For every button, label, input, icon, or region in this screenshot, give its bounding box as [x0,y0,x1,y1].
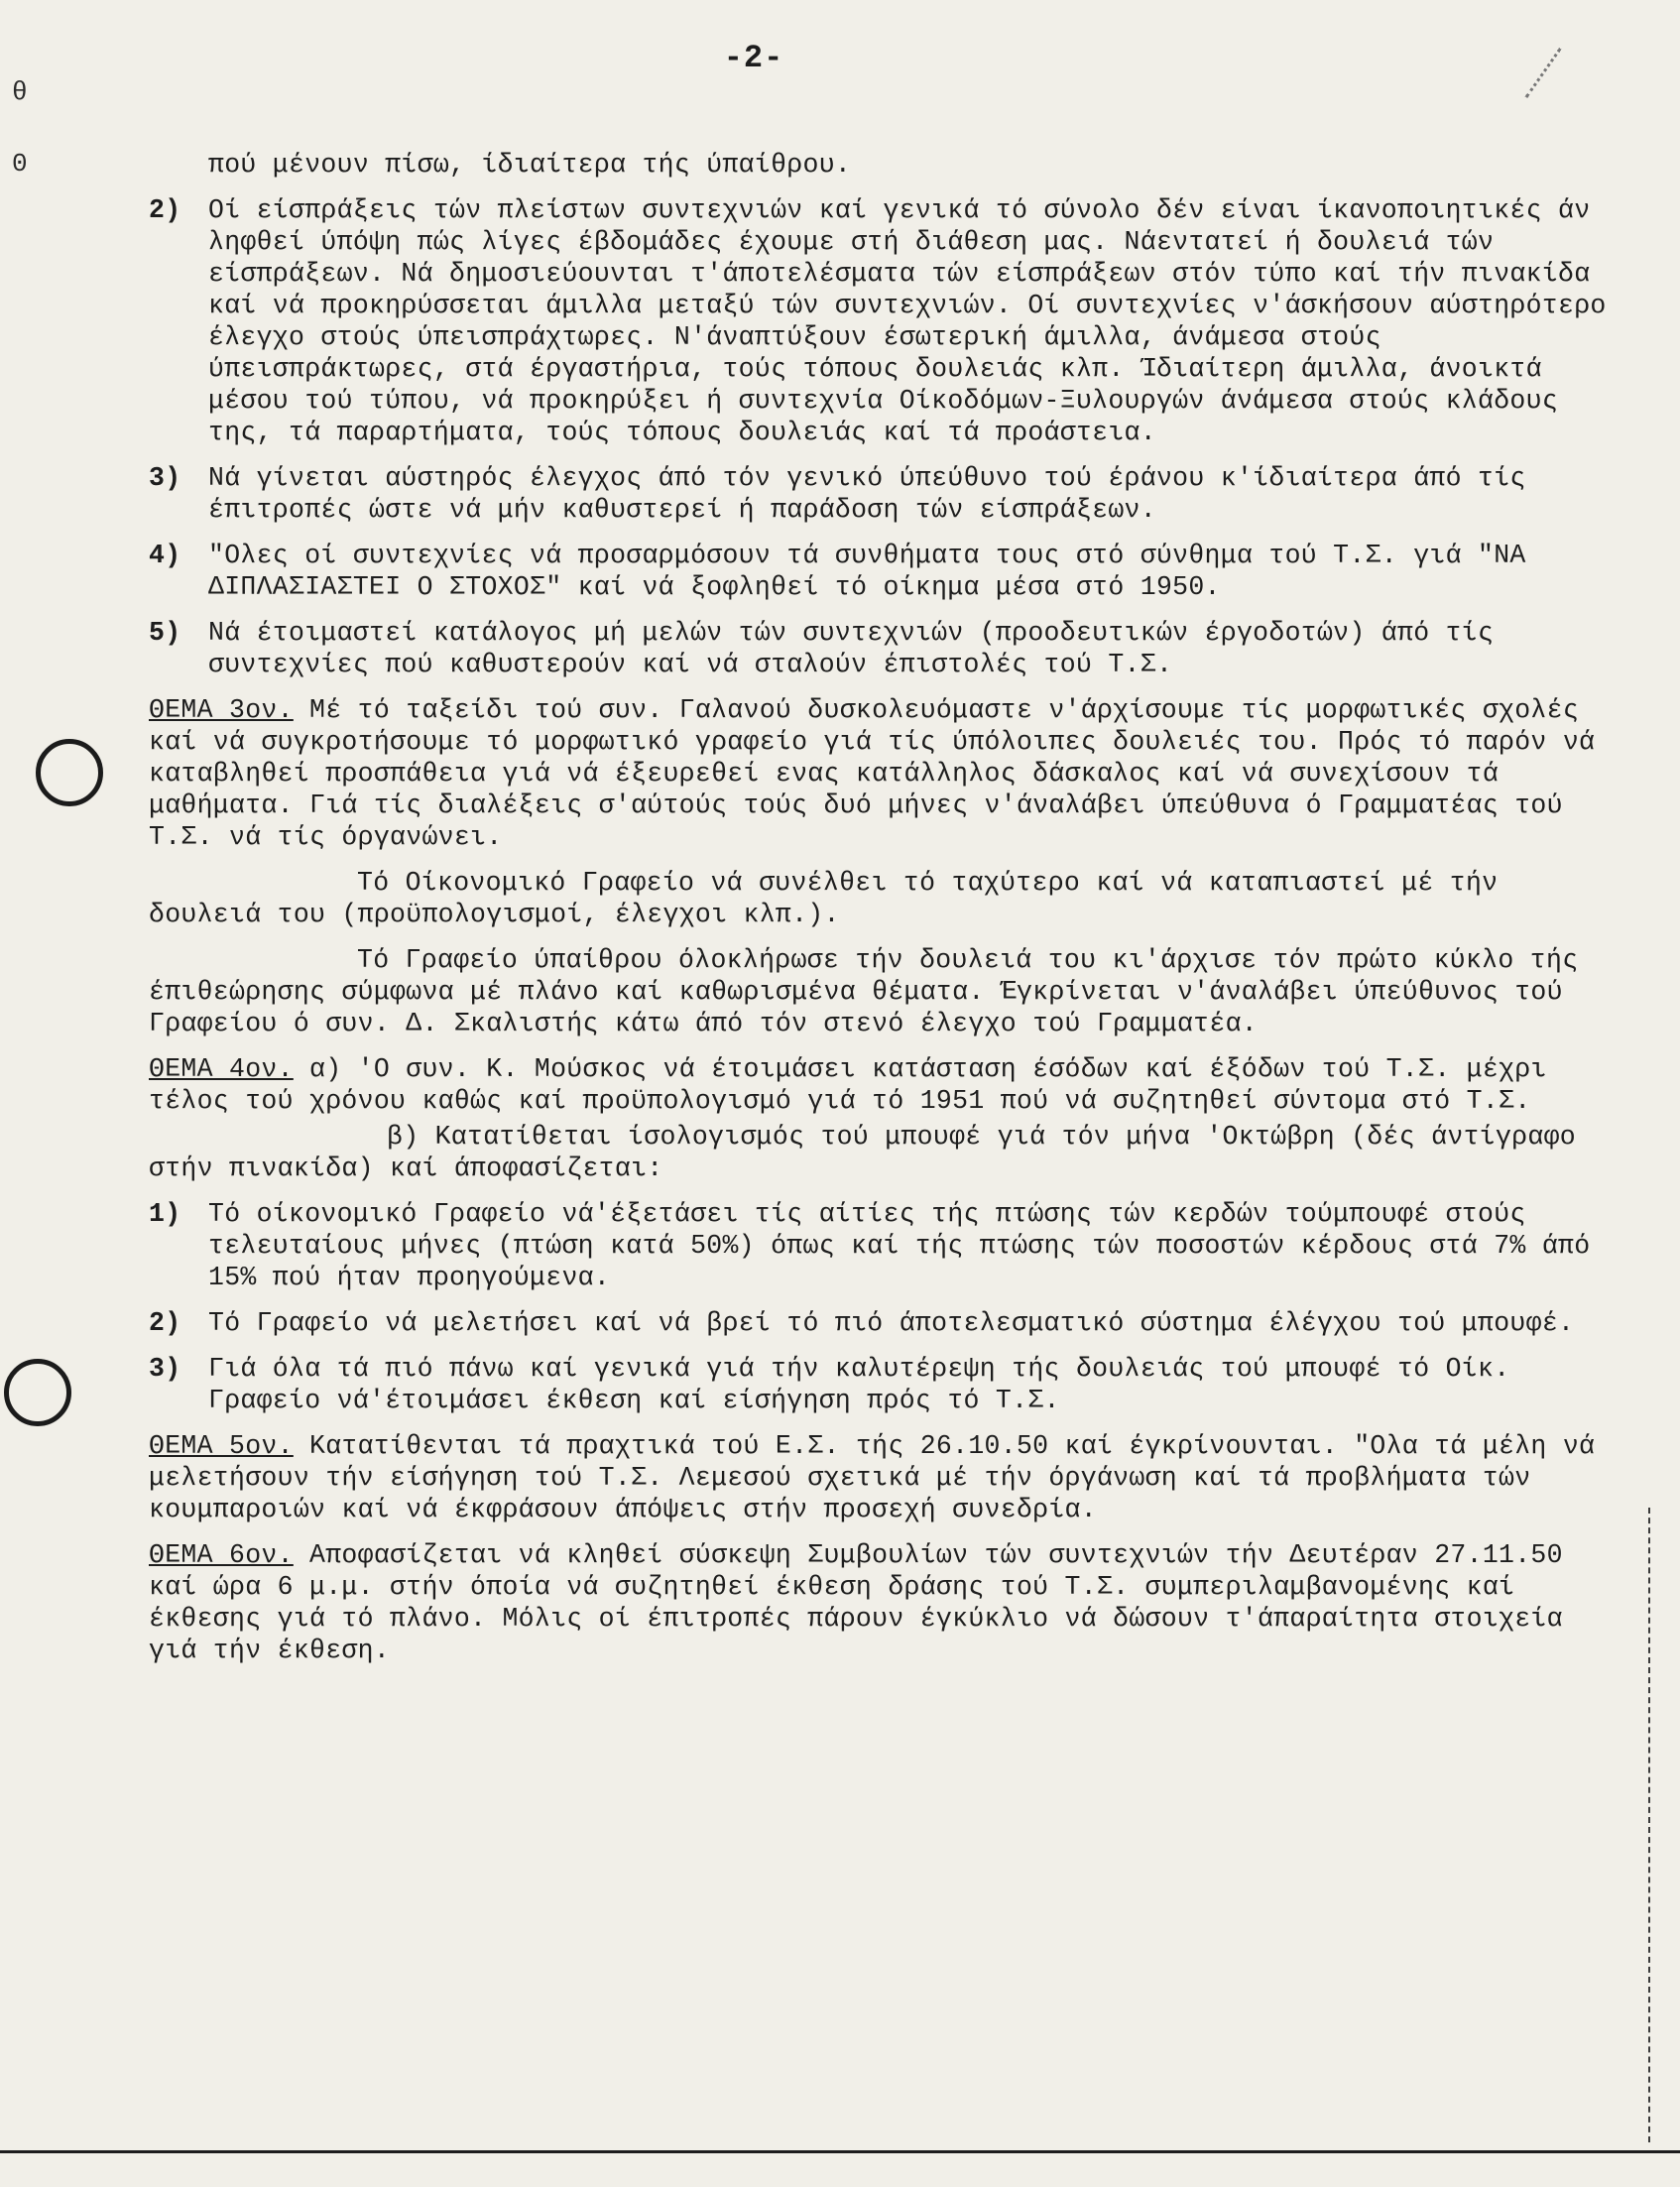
thema-5-label: ΘΕΜΑ 5ον. [149,1431,294,1461]
list-item [149,1307,1607,1339]
item-text: Νά έτοιμαστεί κατάλογος μή μελών τών συντεχνιών (προοδευτικών έργοδοτών) άπό τίς συντεχνίες πού καθυστερούν καί νά σταλούν έπιστολές τού Τ.Σ. [208,618,1495,679]
item-number: 2) [149,195,181,225]
punch-hole-icon [4,1359,71,1426]
list-item [149,540,1607,603]
thema-3-economic-office: Τό Οίκονομικό Γραφείο νά συνέλθει τό ταχύτερο καί νά καταπιαστεί μέ τήν δουλειά του (προϋπολογισμοί, έλεγχοι κλπ.). [149,868,1514,929]
thema-5-text: Κατατίθενται τά πραχτικά τού Ε.Σ. τής 26.10.50 καί έγκρίνουνται. "Ολα τά μέλη νά μελετήσουν τήν είσήγηση τού Τ.Σ. Λεμεσού σχετικά μέ τήν όργάνωση καί τά προβλήματα τών κουμπαροιών καί νά έκφράσουν άπόψεις στήν προσεχή συνεδρία. [149,1431,1612,1524]
list-item [149,1353,1607,1416]
thema-6-label: ΘΕΜΑ 6ον. [149,1540,294,1570]
thema-5-paragraph [149,1430,1612,1525]
page-edge-mark [1646,1508,1650,2142]
item-text: Οί είσπράξεις τών πλείστων συντεχνιών καί γενικά τό σύνολο δέν είναι ίκανοποιητικές άν ληφθεί ύπόψη πώς λίγες έβδομάδες έχουμε στή διάθεση μας. Νάεντατεί ή δουλειά τών είσπράξεων. Νά δημοσιεύουνται τ'άποτελέσματα τών είσπράξεων στόν τύπο καί τήν πινακίδα καί νά προκηρύσσεται άμιλλα μεταξύ τών συντεχνιών. Οί συντεχνίες ν'άσκήσουν αύστηρότερο έλεγχο στούς ύπεισπράχτωρες. Ν'άναπτύξουν έσωτερική άμιλλα, άνάμεσα στούς ύπεισπράκτωρες, στά έργαστήρια, τούς τόπους δουλειάς κλπ. Ίδιαίτερη άμιλλα, άνοικτά μέσου τού τύπου, νά προκηρύξει ή συντεχνία Οίκοδόμων-Ξυλουργών άνάμεσα στούς κλάδους της, τά παραρτήματα, τούς τόπους δουλειάς καί τά προάστεια. [208,195,1607,447]
thema-3-paragraph [149,694,1612,853]
document-body [149,149,1612,1680]
item-text: Τό οίκονομικό Γραφείο νά'έξετάσει τίς αίτίες τής πτώσης τών κερδών τούμπουφέ στούς τελευταίους μήνες (πτώση κατά 50%) όπως καί τής πτώσης τών ποσοστών κέρδους στά 7% άπό 15% πού ήταν προηγούμενα. [208,1199,1591,1292]
item-number: 3) [149,463,181,493]
thema-4-paragraph [149,1053,1607,1117]
thema-3-label: ΘΕΜΑ 3ον. [149,695,294,725]
thema-4-label: ΘΕΜΑ 4ον. [149,1054,294,1084]
item-text: Τό Γραφείο νά μελετήσει καί νά βρεί τό πιό άποτελεσματικό σύστημα έλέγχου τού μπουφέ. [208,1308,1575,1338]
item-number: 4) [149,541,181,570]
list-item [149,1198,1607,1293]
thema-6-paragraph [149,1539,1607,1666]
item-text: Νά γίνεται αύστηρός έλεγχος άπό τόν γενικό ύπεύθυνο τού έράνου κ'ίδιαίτερα άπό τίς έπιτροπές ώστε νά μήν καθυστερεί ή παράδοση τών είσπράξεων. [208,463,1526,525]
bottom-rule [0,2150,1680,2153]
thema-4-text-a: α) 'Ο συν. Κ. Μούσκος νά έτοιμάσει κατάσταση έσόδων καί έξόδων τού Τ.Σ. μέχρι τέλος τού χρόνου καθώς καί προϋπολογισμό γιά τό 1951 πού νά συζητηθεί σύντομα στό Τ.Σ. [149,1054,1563,1116]
thema-3-rural-office: Τό Γραφείο ύπαίθρου όλοκλήρωσε τήν δουλειά του κι'άρχισε τόν πρώτο κύκλο τής έπιθεώρησης σύμφωνα μέ πλάνο καί καθωρισμένα θέματα. Έγκρίνεται ν'άναλάβει ύπεύθυνος τού Γραφείου ό συν. Δ. Σκαλιστής κάτω άπό τόν στενό έλεγχο τού Γραμματέα. [149,945,1595,1038]
item-number: 5) [149,618,181,648]
item-text: "Ολες οί συντεχνίες νά προσαρμόσουν τά συνθήματα τους στό σύνθημα τού Τ.Σ. γιά "ΝΑ ΔΙΠΛΑΣΙΑΣΤΕΙ Ο ΣΤΟΧΟΣ" καί νά ξοφληθεί τό οίκημα μέσα στό 1950. [208,541,1526,602]
page-number: -2- [723,40,784,76]
list-item [149,462,1607,526]
list-item [149,194,1607,448]
opening-line: πού μένουν πίσω, ίδιαίτερα τής ύπαίθρου. [208,150,852,180]
pencil-mark-icon [1525,48,1595,121]
thema-4-text-b: β) Κατατίθεται ίσολογισμός τού μπουφέ γιά τόν μήνα 'Οκτώβρη (δές άντίγραφο στήν πινακίδα) καί άποφασίζεται: [149,1122,1593,1183]
item-number: 1) [149,1199,181,1229]
punch-hole-icon [36,739,103,806]
margin-mark-second: 0 [12,149,28,179]
item-number: 2) [149,1308,181,1338]
item-text: Γιά όλα τά πιό πάνω καί γενικά γιά τήν καλυτέρεψη τής δουλειάς τού μπουφέ τό Οίκ. Γραφείο νά'έτοιμάσει έκθεση καί είσήγηση πρός τό Τ.Σ. [208,1354,1510,1415]
margin-mark-top: θ [12,77,28,107]
thema-6-text: Αποφασίζεται νά κληθεί σύσκεψη Συμβουλίων τών συντεχνιών τήν Δευτέραν 27.11.50 καί ώρα 6 μ.μ. στήν όποία νά συζητηθεί έκθεση δράσης τού Τ.Σ. συμπεριλαμβανομένης καί έκθεσης γιά τό πλάνο. Μόλις οί έπιτροπές πάρουν έγκύκλιο νά δώσουν τ'άπαραίτητα στοιχεία γιά τήν έκθεση. [149,1540,1580,1665]
item-number: 3) [149,1354,181,1384]
list-item [149,617,1607,680]
thema-3-text: Μέ τό ταξείδι τού συν. Γαλανού δυσκολευόμαστε ν'άρχίσουμε τίς μορφωτικές σχολές καί νά συγκροτήσουμε τό μορφωτικό γραφείο γιά τίς ύπόλοιπες δουλειές του. Πρός τό παρόν νά καταβληθεί προσπάθεια γιά νά έξευρεθεί ενας κατάλληλος δάσκαλος καί νά συνεχίσουν τά μαθήματα. Γιά τίς διαλέξεις σ'αύτούς τούς δυό μήνες ν'άναλάβει ύπεύθυνα ό Γραμματέας τού Τ.Σ. νά τίς όργανώνει. [149,695,1612,852]
